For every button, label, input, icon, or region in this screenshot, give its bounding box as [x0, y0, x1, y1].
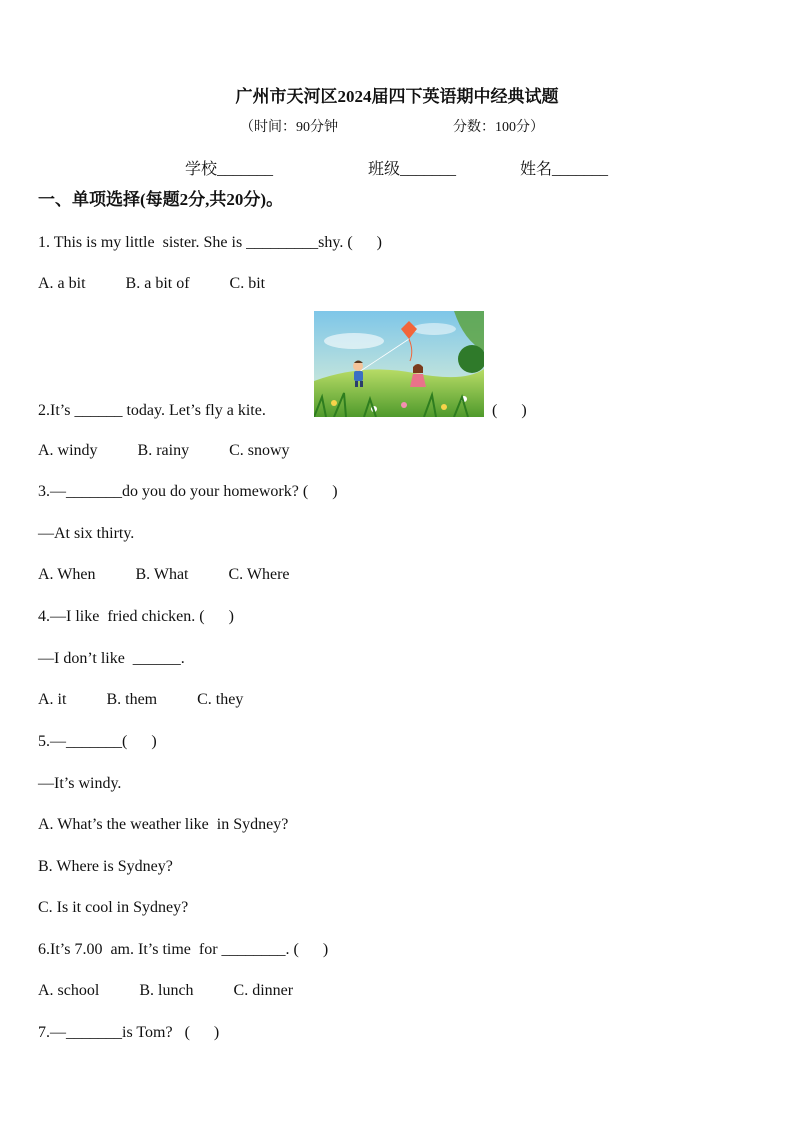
question-4-stem: 4.—I like fried chicken. ( )	[38, 608, 234, 625]
exam-time: （时间：90分钟	[240, 120, 338, 135]
paper-title: 广州市天河区2024届四下英语期中经典试题	[235, 87, 559, 106]
question-3-options: A. When B. What C. Where	[38, 566, 290, 583]
question-3-stem: 3.—_______do you do your homework? ( )	[38, 483, 338, 500]
question-1-stem: 1. This is my little sister. She is _________shy. ( )	[38, 234, 383, 251]
question-2-answer-paren: ( )	[492, 402, 527, 419]
question-2-options: A. windy B. rainy C. snowy	[38, 442, 290, 459]
question-2-stem: 2.It’s ______ today. Let’s fly a kite.	[38, 402, 266, 419]
kite-flying-illustration	[314, 311, 484, 417]
question-5-answer: —It’s windy.	[38, 775, 122, 792]
school-field: 学校_______	[185, 161, 274, 178]
question-3-answer: —At six thirty.	[38, 525, 135, 542]
name-field: 姓名_______	[520, 161, 609, 178]
question-7-stem: 7.—_______is Tom? ( )	[38, 1024, 220, 1041]
question-6-stem: 6.It’s 7.00 am. It’s time for ________. ( )	[38, 941, 329, 958]
question-5-option-c: C. Is it cool in Sydney?	[38, 899, 189, 916]
exam-score: 分数：100分）	[453, 120, 544, 135]
class-field: 班级_______	[368, 161, 457, 178]
question-5-option-b: B. Where is Sydney?	[38, 858, 173, 875]
question-4-options: A. it B. them C. they	[38, 691, 244, 708]
question-5-option-a: A. What’s the weather like in Sydney?	[38, 816, 289, 833]
section-heading: 一、单项选择(每题2分,共20分)。	[38, 190, 284, 209]
question-1-options: A. a bit B. a bit of C. bit	[38, 275, 266, 292]
question-5-stem: 5.—_______( )	[38, 733, 157, 750]
question-6-options: A. school B. lunch C. dinner	[38, 982, 294, 999]
question-4-answer: —I don’t like ______.	[38, 650, 185, 667]
